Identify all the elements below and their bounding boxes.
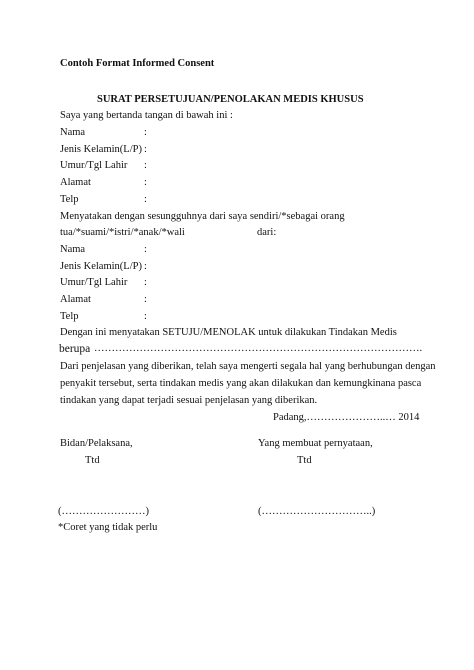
field-label-jenis-kelamin: Jenis Kelamin(L/P) [60, 261, 142, 272]
paragraph-line-3: tindakan yang dapat terjadi sesuai penjelasan yang diberikan. [60, 395, 318, 406]
place-date: Padang,…………………..… 2014 [273, 412, 420, 423]
left-sign-ttd: Ttd [85, 455, 100, 466]
field-label-nama: Nama [60, 127, 86, 138]
field-colon: : [144, 177, 147, 188]
field-label-alamat: Alamat [60, 177, 91, 188]
document-heading: Contoh Format Informed Consent [60, 58, 215, 69]
paragraph-line-1: Dari penjelasan yang diberikan, telah saya mengerti segala hal yang berhubungan dengan [60, 361, 436, 372]
footnote: *Coret yang tidak perlu [58, 522, 158, 533]
paragraph-line-2: penyakit tersebut, serta tindakan medis yang akan dilakukan dan kemungkinana pasca [60, 378, 422, 389]
field-colon: : [144, 144, 147, 155]
right-sign-name-line: (…………………………..) [258, 506, 376, 517]
left-sign-name-line: (……………………) [58, 506, 149, 517]
statement-line-1: Menyatakan dengan sesungguhnya dari saya sendiri/*sebagai orang [60, 211, 345, 222]
field-colon: : [144, 277, 147, 288]
field-label-umur: Umur/Tgl Lahir [60, 160, 128, 171]
field-colon: : [144, 127, 147, 138]
agreement-line: Dengan ini menyatakan SETUJU/MENOLAK untuk dilakukan Tindakan Medis [60, 327, 397, 338]
field-colon: : [144, 261, 147, 272]
left-sign-role: Bidan/Pelaksana, [60, 438, 133, 449]
field-label-jenis-kelamin: Jenis Kelamin(L/P) [60, 144, 142, 155]
field-colon: : [144, 294, 147, 305]
right-sign-ttd: Ttd [297, 455, 312, 466]
statement-dari: dari: [257, 227, 277, 238]
field-colon: : [144, 160, 147, 171]
field-colon: : [144, 311, 147, 322]
field-colon: : [144, 244, 147, 255]
intro-text: Saya yang bertanda tangan di bawah ini : [60, 110, 233, 121]
berupa-dotted-line: …………………………………………………………………………………. [94, 343, 423, 354]
berupa-label: berupa [59, 343, 91, 355]
statement-line-2: tua/*suami/*istri/*anak/*wali [60, 227, 185, 238]
field-label-telp: Telp [60, 194, 79, 205]
right-sign-role: Yang membuat pernyataan, [258, 438, 373, 449]
field-label-umur: Umur/Tgl Lahir [60, 277, 128, 288]
form-title: SURAT PERSETUJUAN/PENOLAKAN MEDIS KHUSUS [97, 94, 364, 105]
field-label-telp: Telp [60, 311, 79, 322]
field-label-alamat: Alamat [60, 294, 91, 305]
field-colon: : [144, 194, 147, 205]
field-label-nama: Nama [60, 244, 86, 255]
